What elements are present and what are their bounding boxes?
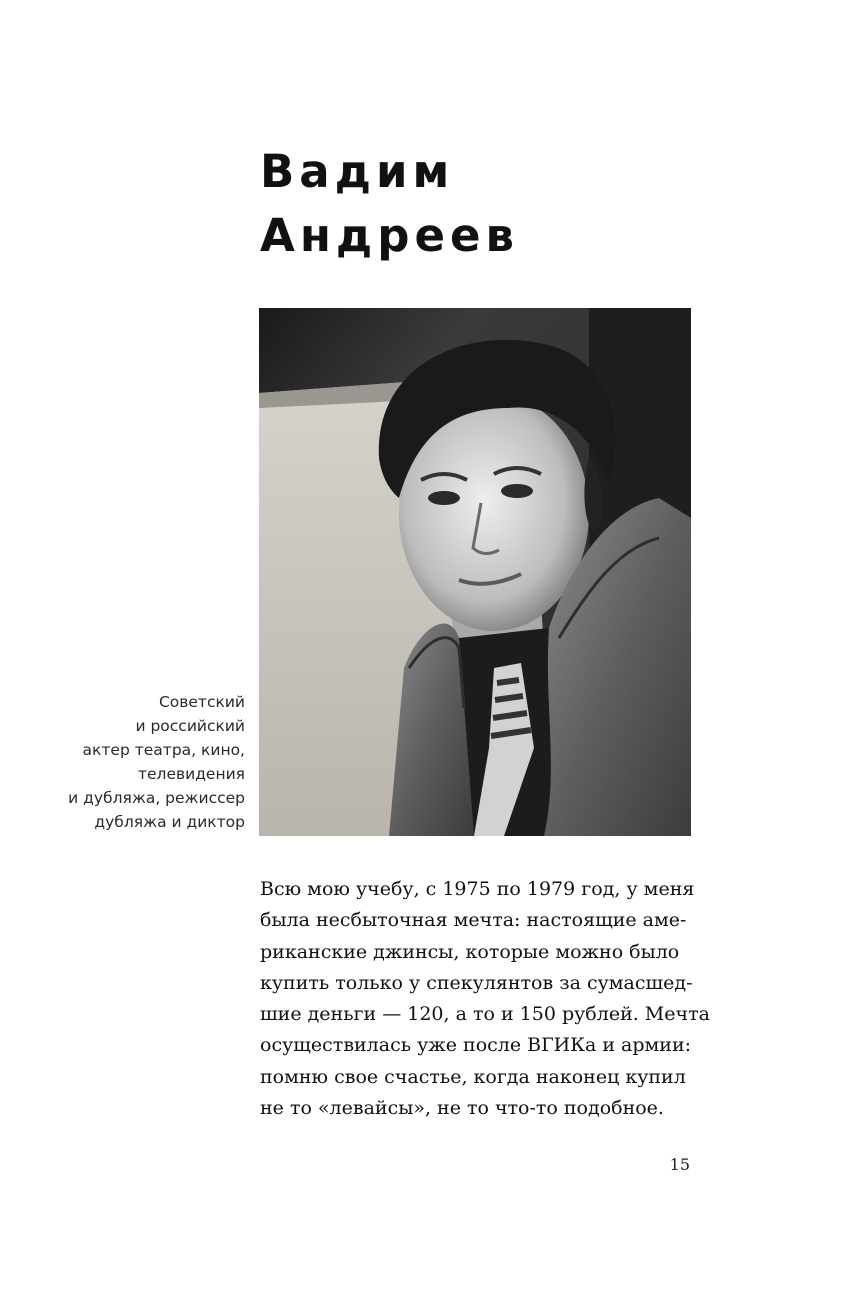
body-paragraph <box>260 874 710 1124</box>
caption-line: телевидения <box>137 765 245 783</box>
body-line: осуществилась уже после ВГИКа и армии: <box>260 1034 692 1057</box>
caption-line: и российский <box>135 717 245 735</box>
caption-line: Советский <box>158 693 245 711</box>
portrait-photo <box>259 308 691 836</box>
body-line: шие деньги — 120, а то и 150 рублей. Мечта <box>260 1003 710 1026</box>
caption-line: актер театра, кино, <box>82 741 245 759</box>
page-title <box>260 140 700 268</box>
body-line: Всю мою учебу, с 1975 по 1979 год, у меня <box>260 878 695 900</box>
title-first-name: Вадим <box>260 145 455 198</box>
photo-caption <box>40 690 245 834</box>
body-line: помню свое счастье, когда наконец купил <box>260 1065 686 1088</box>
caption-line: дубляжа и диктор <box>94 813 245 831</box>
caption-line: и дубляжа, режиссер <box>68 789 245 807</box>
body-line: не то «левайсы», не то что-то подобное. <box>260 1097 664 1120</box>
title-last-name: Андреев <box>260 209 519 262</box>
body-line: риканские джинсы, которые можно было <box>260 940 680 963</box>
body-line: купить только у спекулянтов за сумасшед- <box>260 971 693 994</box>
body-line: была несбыточная мечта: настоящие аме- <box>260 909 687 932</box>
portrait-image <box>259 308 691 836</box>
page-number: 15 <box>669 1155 690 1174</box>
